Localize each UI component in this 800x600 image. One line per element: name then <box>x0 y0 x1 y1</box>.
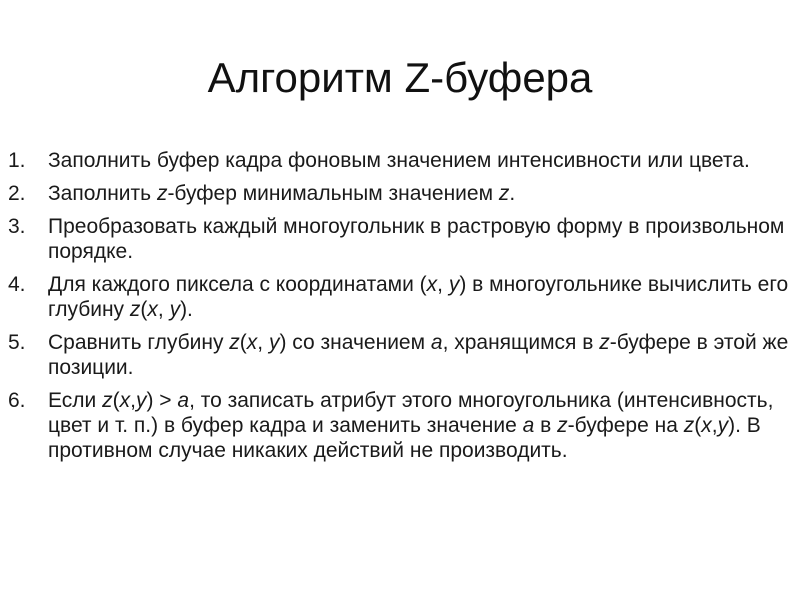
list-item <box>8 214 792 264</box>
text-run: в <box>534 414 558 437</box>
text-run: , <box>437 273 449 296</box>
text-run: , <box>157 298 170 321</box>
text-run: ). В противном случае никаких действий не производить. <box>48 414 761 462</box>
list-item-number: 3. <box>8 215 26 238</box>
italic-variable: z <box>498 182 510 205</box>
italic-variable: a <box>522 414 535 437</box>
text-run: . <box>509 182 516 205</box>
italic-variable: x <box>147 298 158 321</box>
italic-variable: y <box>169 298 181 321</box>
list-item-number: 5. <box>8 331 26 354</box>
text-run: Заполнить буфер кадра фоновым значением интенсивности или цвета. <box>48 149 750 172</box>
slide-title: Алгоритм Z-буфера <box>207 54 593 101</box>
text-run: Преобразовать каждый многоугольник в растровую форму в произвольном порядке. <box>48 215 785 263</box>
list-item-text <box>48 149 750 172</box>
text-run: ). <box>180 298 193 321</box>
text-run: ) со значением <box>279 331 431 354</box>
italic-variable: z <box>156 182 168 205</box>
italic-variable: z <box>599 331 610 354</box>
italic-variable: y <box>448 273 460 296</box>
text-run: , <box>130 389 136 412</box>
italic-variable: x <box>119 389 131 412</box>
text-run: Сравнить глубину <box>48 331 230 354</box>
text-run: ) в многоугольнике вычислить его глубину <box>48 273 789 321</box>
text-run: Заполнить <box>48 182 157 205</box>
italic-variable: y <box>717 414 729 437</box>
text-run: -буфере на <box>567 414 684 437</box>
text-run: , <box>711 414 718 437</box>
italic-variable: x <box>701 414 712 437</box>
steps-list <box>8 148 792 471</box>
list-item <box>8 272 792 322</box>
list-item-number: 1. <box>8 149 26 172</box>
text-run: ( <box>239 331 247 354</box>
list-item-text <box>48 331 788 379</box>
list-item <box>8 388 792 463</box>
italic-variable: z <box>557 414 568 437</box>
list-item-number: 2. <box>8 182 26 205</box>
list-item-number: 4. <box>8 273 26 296</box>
list-item-text <box>48 389 773 462</box>
text-run: ) > <box>146 389 178 412</box>
text-run: , <box>257 331 269 354</box>
text-run: , то записать атрибут этого многоугольника (интенсивность, цвет и т. п.) в буфер кадра и заменить значение <box>48 389 774 437</box>
text-run: ( <box>694 414 702 437</box>
italic-variable: x <box>426 273 438 296</box>
text-run: ( <box>140 298 148 321</box>
list-item-text <box>48 215 784 263</box>
italic-variable: z <box>129 298 141 321</box>
text-run: , хранящимся в <box>442 331 600 354</box>
list-item-text <box>48 182 515 205</box>
list-item <box>8 181 792 206</box>
list-item <box>8 330 792 380</box>
italic-variable: y <box>268 331 280 354</box>
text-run: -буфер минимальным значением <box>167 182 499 205</box>
text-run: Для каждого пиксела с координатами ( <box>48 273 427 296</box>
text-run: Если <box>48 389 103 412</box>
italic-variable: z <box>102 389 113 412</box>
italic-variable: a <box>177 389 190 412</box>
text-run: -буфере в этой же позиции. <box>48 331 789 379</box>
list-item-number: 6. <box>8 389 26 412</box>
italic-variable: x <box>246 331 258 354</box>
italic-variable: z <box>683 414 695 437</box>
italic-variable: z <box>229 331 240 354</box>
italic-variable: y <box>135 389 147 412</box>
list-item <box>8 148 792 173</box>
text-run: ( <box>112 389 120 412</box>
italic-variable: a <box>430 331 443 354</box>
list-item-text <box>48 273 788 321</box>
